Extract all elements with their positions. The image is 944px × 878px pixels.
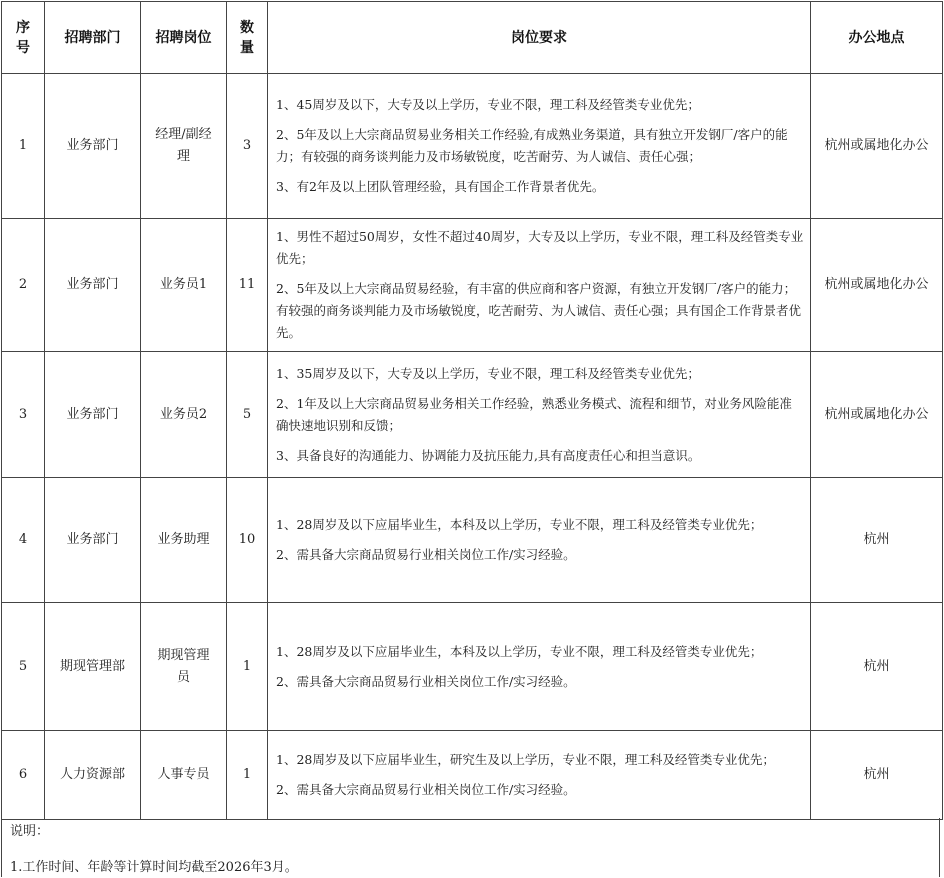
row-count: 10 — [227, 478, 268, 603]
header-requirements: 岗位要求 — [268, 2, 811, 74]
notes-section — [1, 818, 940, 877]
row-position: 业务助理 — [141, 478, 227, 603]
requirement-item: 1、45周岁及以下，大专及以上学历，专业不限，理工科及经管类专业优先； — [276, 97, 700, 112]
header-row — [2, 2, 943, 74]
row-dept: 人力资源部 — [45, 731, 141, 820]
row-requirements — [268, 603, 811, 731]
row-requirements — [268, 731, 811, 820]
requirement-item: 1、35周岁及以下，大专及以上学历，专业不限，理工科及经管类专业优先； — [276, 365, 700, 381]
header-location: 办公地点 — [811, 2, 943, 74]
requirement-item: 2、需具备大宗商品贸易行业相关岗位工作/实习经验。 — [276, 673, 576, 689]
requirement-item: 2、1年及以上大宗商品贸易业务相关工作经验，熟悉业务模式、流程和细节，对业务风险能准确快速地识别和反馈； — [276, 395, 792, 433]
header-count: 数量 — [227, 2, 268, 74]
row-seq: 6 — [2, 731, 45, 820]
table-row — [2, 352, 943, 478]
requirement-item: 2、5年及以上大宗商品贸易经验，有丰富的供应商和客户资源，有独立开发钢厂/客户的能力；有较强的商务谈判能力及市场敏锐度，吃苦耐劳、为人诚信、责任心强；具有国企工作背景者优先。 — [276, 281, 802, 340]
row-requirements — [268, 478, 811, 603]
notes-line-1: 1.工作时间、年龄等计算时间均截至2026年3月。 — [10, 860, 298, 875]
row-location: 杭州或属地化办公 — [811, 74, 943, 219]
requirement-item: 1、28周岁及以下应届毕业生，本科及以上学历，专业不限，理工科及经管类专业优先； — [276, 643, 763, 659]
requirement-item: 1、28周岁及以下应届毕业生，本科及以上学历，专业不限，理工科及经管类专业优先； — [276, 517, 763, 532]
row-count: 1 — [227, 731, 268, 820]
row-requirements — [268, 219, 811, 352]
requirement-item: 3、有2年及以上团队管理经验，具有国企工作背景者优先。 — [276, 179, 605, 194]
row-position: 人事专员 — [141, 731, 227, 820]
header-seq: 序号 — [2, 2, 45, 74]
row-count: 11 — [227, 219, 268, 352]
row-location: 杭州 — [811, 731, 943, 820]
row-seq: 1 — [2, 74, 45, 219]
table-row — [2, 731, 943, 820]
table-row — [2, 219, 943, 352]
row-position: 业务员1 — [141, 219, 227, 352]
row-location: 杭州或属地化办公 — [811, 219, 943, 352]
table-row — [2, 603, 943, 731]
table-row — [2, 478, 943, 603]
table-row — [2, 74, 943, 219]
requirement-item: 2、5年及以上大宗商品贸易业务相关工作经验,有成熟业务渠道，具有独立开发钢厂/客户的能力；有较强的商务谈判能力及市场敏锐度，吃苦耐劳、为人诚信、责任心强； — [276, 127, 788, 164]
row-seq: 3 — [2, 352, 45, 478]
row-seq: 4 — [2, 478, 45, 603]
row-seq: 5 — [2, 603, 45, 731]
row-location: 杭州 — [811, 603, 943, 731]
row-dept: 业务部门 — [45, 219, 141, 352]
header-dept: 招聘部门 — [45, 2, 141, 74]
row-location: 杭州或属地化办公 — [811, 352, 943, 478]
requirement-item: 3、具备良好的沟通能力、协调能力及抗压能力,具有高度责任心和担当意识。 — [276, 447, 701, 463]
row-requirements — [268, 352, 811, 478]
row-dept: 业务部门 — [45, 478, 141, 603]
row-seq: 2 — [2, 219, 45, 352]
row-position: 经理/副经理 — [141, 74, 227, 219]
recruitment-table — [1, 1, 943, 820]
row-position: 业务员2 — [141, 352, 227, 478]
requirement-item: 1、男性不超过50周岁，女性不超过40周岁，大专及以上学历，专业不限，理工科及经管类专业优先； — [276, 229, 804, 266]
requirement-item: 2、需具备大宗商品贸易行业相关岗位工作/实习经验。 — [276, 782, 576, 797]
row-position: 期现管理员 — [141, 603, 227, 731]
requirement-item: 1、28周岁及以下应届毕业生，研究生及以上学历，专业不限，理工科及经管类专业优先； — [276, 752, 775, 767]
row-count: 1 — [227, 603, 268, 731]
notes-title: 说明： — [10, 824, 50, 839]
row-location: 杭州 — [811, 478, 943, 603]
requirement-item: 2、需具备大宗商品贸易行业相关岗位工作/实习经验。 — [276, 547, 576, 562]
row-dept: 业务部门 — [45, 352, 141, 478]
row-count: 5 — [227, 352, 268, 478]
row-count: 3 — [227, 74, 268, 219]
header-position: 招聘岗位 — [141, 2, 227, 74]
row-dept: 业务部门 — [45, 74, 141, 219]
row-dept: 期现管理部 — [45, 603, 141, 731]
row-requirements — [268, 74, 811, 219]
